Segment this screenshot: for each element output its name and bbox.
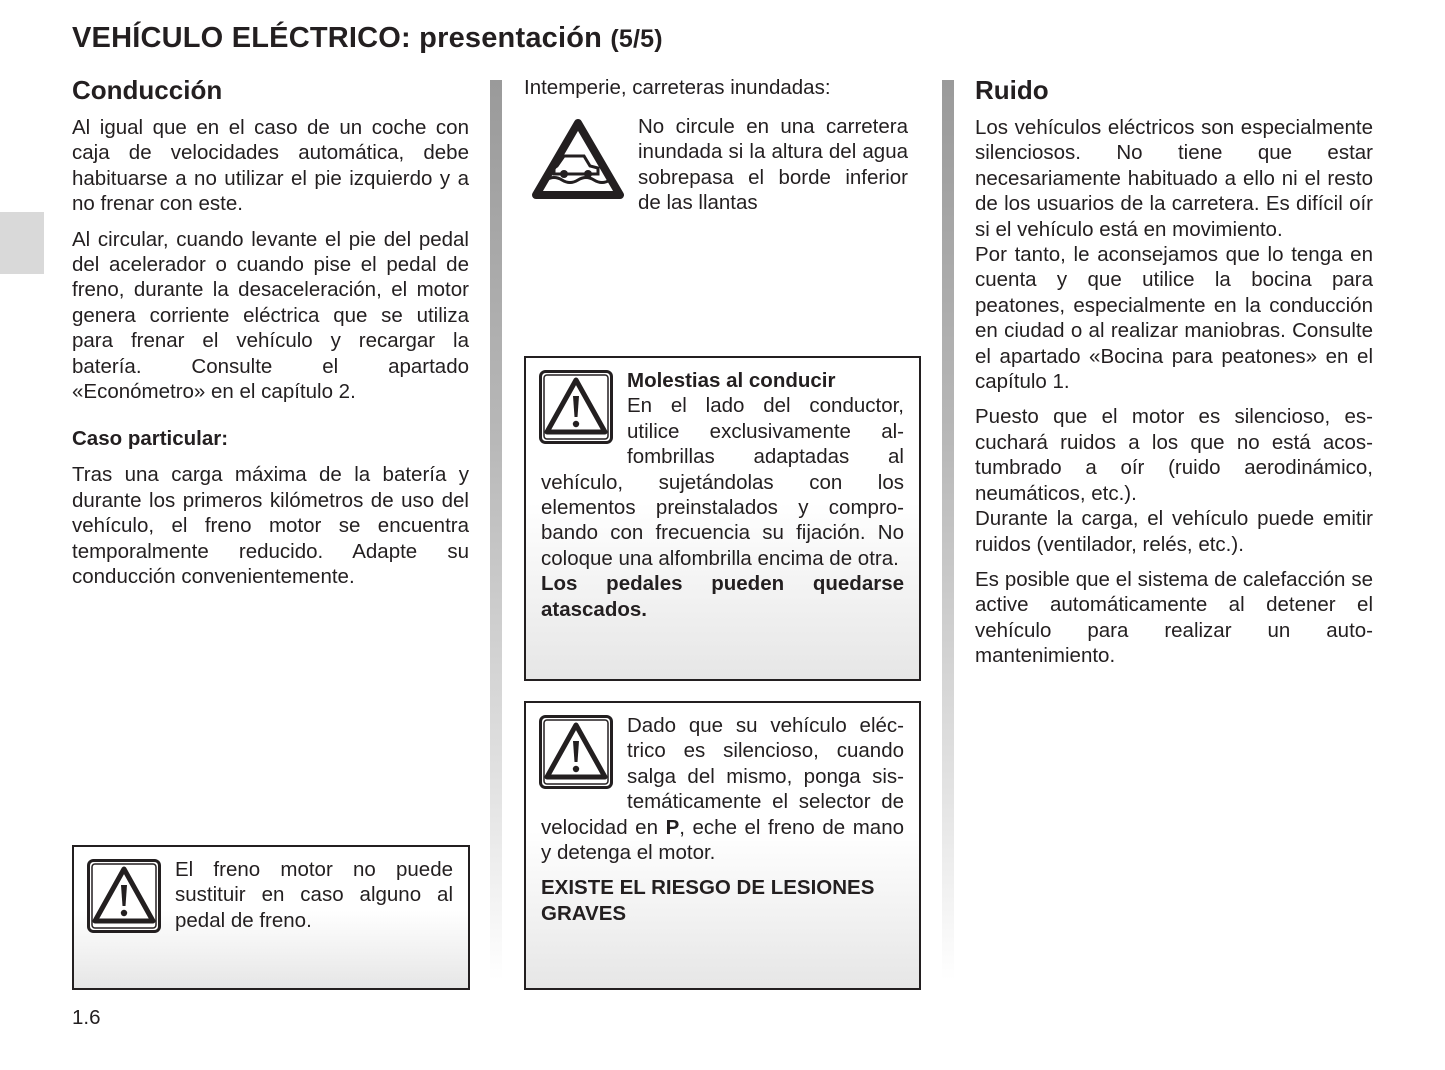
column-divider-left [490,80,502,980]
column-conduccion [72,72,469,600]
warning-text-after: , eche el freno de mano y detenga el motor. [541,815,905,865]
paragraph: Puesto que el motor es silencioso, escuchará ruidos a los que no está acostumbrado a oír (ruido aerodinámico, neumáticos, etc.). [975,405,1373,505]
gear-label: P [665,815,680,839]
warning-title: Molestias al conducir [627,369,836,392]
warning-triangle-icon [87,859,161,933]
warning-text: El freno motor no puede sustituir en caso alguno al pedal de freno. [175,858,453,932]
subheading-caso-particular: Caso particular: [72,427,229,451]
flood-warning [524,114,921,234]
paragraph: Tras una carga máxima de la batería y durante los primeros kilómetros de uso del vehículo, el freno motor se encuentra temporalmente reducido. Adapte su conducción convenientemente. [72,463,469,589]
section-heading-ruido: Ruido [975,75,1049,105]
paragraph: Al igual que en el caso de un coche con caja de velocidades automática, debe habituarse a no utilizar el pie izquierdo y a no frenar con este. [72,116,469,216]
column-divider-right [942,80,954,980]
section-heading-conduccion: Conducción [72,75,223,105]
paragraph: Es posible que el sistema de calefacción se active automáticamente al detener el vehículo para realizar un automantenimiento. [975,567,1373,668]
column-intemperie [524,72,921,234]
paragraph: Al circular, cuando levante el pie del pedal del acelerador o cuando pise el pedal de freno, durante la desaceleración, el motor genera corriente eléctrica que se utiliza para frenar el vehículo y recargar la batería. Consulte el apartado «Económetro» en el capítulo 2. [72,227,469,404]
warning-emphasis: EXISTE EL RIESGO DE LESIONES GRAVES [541,876,875,925]
warning-text: En el lado del conductor, utilice exclusivamente alfombrillas adaptadas al vehículo, sujetándolas con los elementos preinstalados y comprobando con frecuencia su fijación. No coloque una alfombrilla encima de otra. [541,394,904,570]
paragraph: Por tanto, le aconsejamos que lo tenga en cuenta y que utilice la bocina para peatones, especialmente en la conducción en ciudad o al realizar maniobras. Consulte el apartado «Bocina para peatones» en el capítulo 1. [975,243,1373,394]
paragraph: Los vehículos eléctricos son especialmente silenciosos. No tiene que estar necesariamente habituado a ello ni el resto de los usuarios de la carretera. Es difícil oír si el vehículo está en movimiento. [975,116,1373,241]
warning-box-engine-brake [72,845,470,990]
page-title-part: (5/5) [610,25,663,53]
warning-triangle-icon [539,370,613,444]
page-title [72,22,663,55]
page-number: 1.6 [72,1006,101,1029]
warning-text-before: Dado que su vehículo eléctrico es silencioso, cuando salga del mismo, ponga sistemáticamente el selector de velocidad en [541,714,904,839]
warning-triangle-icon [539,715,613,789]
paragraph: Durante la carga, el vehículo puede emitir ruidos (ventilador, relés, etc.). [975,507,1373,556]
warning-box-floor-mats [524,356,921,681]
chapter-tab [0,212,44,274]
flood-intro: Intemperie, carreteras inundadas: [524,76,831,99]
page-title-main: VEHÍCULO ELÉCTRICO: presentación [72,22,603,54]
warning-box-silent-vehicle [524,701,921,990]
flood-text: No circule en una carretera inundada si la altura del agua sobrepasa el borde inferior de las llantas [638,115,908,215]
flooded-road-icon [532,118,624,200]
warning-emphasis: Los pedales pueden quedarse atascados. [541,572,904,621]
column-ruido [975,72,1373,679]
